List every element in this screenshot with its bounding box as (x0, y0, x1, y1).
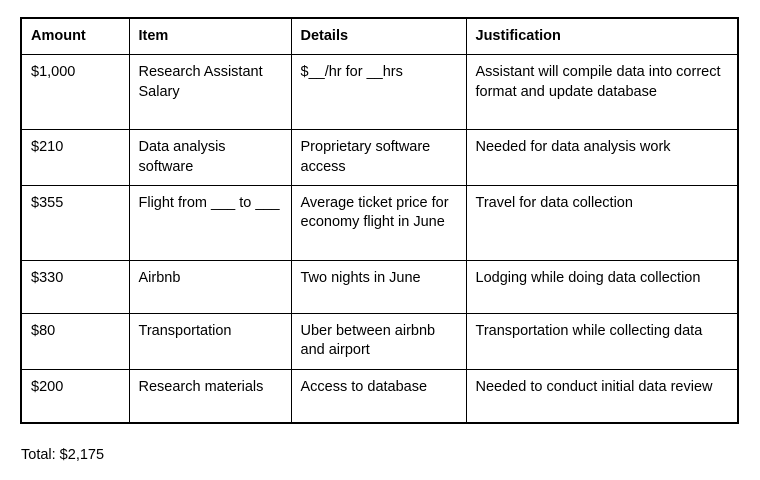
cell-details: Proprietary software access (291, 130, 466, 186)
cell-item: Data analysis software (129, 130, 291, 186)
total-label: Total: $2,175 (21, 447, 105, 463)
cell-amount: $210 (21, 130, 129, 186)
cell-justification: Needed for data analysis work (466, 130, 738, 186)
budget-table (20, 17, 739, 424)
column-header-details: Details (291, 18, 466, 55)
table-row (21, 313, 738, 369)
cell-details: Average ticket price for economy flight in June (291, 185, 466, 260)
cell-justification: Lodging while doing data collection (466, 260, 738, 313)
table-row (21, 130, 738, 186)
column-header-item: Item (129, 18, 291, 55)
cell-justification: Transportation while collecting data (466, 313, 738, 369)
column-header-amount: Amount (21, 18, 129, 55)
cell-details: Access to database (291, 369, 466, 423)
table-row (21, 369, 738, 423)
cell-amount: $80 (21, 313, 129, 369)
table-row (21, 260, 738, 313)
cell-item: Airbnb (129, 260, 291, 313)
cell-justification: Assistant will compile data into correct format and update database (466, 55, 738, 130)
cell-amount: $330 (21, 260, 129, 313)
cell-item: Research Assistant Salary (129, 55, 291, 130)
cell-details: $__/hr for __hrs (291, 55, 466, 130)
cell-item: Transportation (129, 313, 291, 369)
cell-item: Flight from ___ to ___ (129, 185, 291, 260)
cell-item: Research materials (129, 369, 291, 423)
table-row (21, 185, 738, 260)
cell-details: Uber between airbnb and airport (291, 313, 466, 369)
table-header-row (21, 18, 738, 55)
cell-amount: $355 (21, 185, 129, 260)
column-header-justification: Justification (466, 18, 738, 55)
cell-details: Two nights in June (291, 260, 466, 313)
cell-amount: $200 (21, 369, 129, 423)
cell-justification: Needed to conduct initial data review (466, 369, 738, 423)
cell-justification: Travel for data collection (466, 185, 738, 260)
cell-amount: $1,000 (21, 55, 129, 130)
table-row (21, 55, 738, 130)
